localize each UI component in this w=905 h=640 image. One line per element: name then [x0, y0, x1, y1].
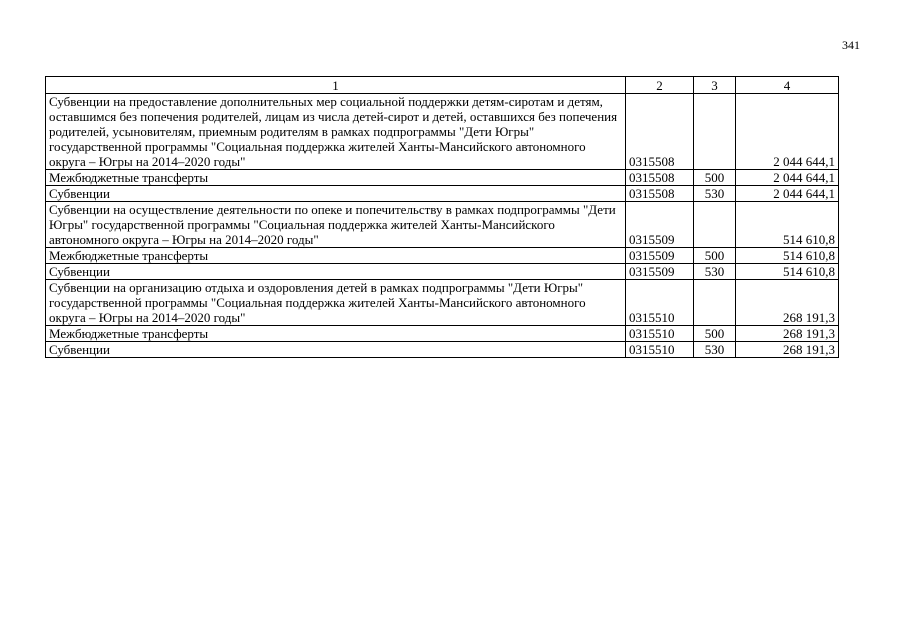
- table-row: [46, 202, 839, 248]
- table-header-row: [46, 77, 839, 94]
- row-description: Субвенции: [46, 264, 626, 280]
- target-article-code: 0315509: [626, 248, 694, 264]
- expense-type-code: [694, 94, 736, 170]
- table-row: [46, 326, 839, 342]
- amount-value: 514 610,8: [736, 202, 839, 248]
- expense-type-code: [694, 280, 736, 326]
- target-article-code: 0315510: [626, 342, 694, 358]
- target-article-code: 0315509: [626, 202, 694, 248]
- row-description: Субвенции: [46, 186, 626, 202]
- row-description: Межбюджетные трансферты: [46, 248, 626, 264]
- column-header: 3: [694, 77, 736, 94]
- table-row: [46, 170, 839, 186]
- table-row: [46, 186, 839, 202]
- expense-type-code: [694, 202, 736, 248]
- target-article-code: 0315508: [626, 170, 694, 186]
- target-article-code: 0315508: [626, 94, 694, 170]
- table-row: [46, 264, 839, 280]
- amount-value: 514 610,8: [736, 264, 839, 280]
- amount-value: 268 191,3: [736, 342, 839, 358]
- amount-value: 2 044 644,1: [736, 94, 839, 170]
- expense-type-code: 500: [694, 248, 736, 264]
- amount-value: 268 191,3: [736, 326, 839, 342]
- amount-value: 514 610,8: [736, 248, 839, 264]
- amount-value: 268 191,3: [736, 280, 839, 326]
- page-number: 341: [842, 38, 860, 52]
- expense-type-code: 530: [694, 342, 736, 358]
- column-header: 4: [736, 77, 839, 94]
- row-description: Субвенции на осуществление деятельности по опеке и попечительству в рамках подпрограммы "Дети Югры" государственной программы "Социальная поддержка жителей Ханты-Мансийского автономного округа – Югры на 2014–2020 годы": [46, 202, 626, 248]
- target-article-code: 0315510: [626, 280, 694, 326]
- expense-type-code: 500: [694, 326, 736, 342]
- row-description: Субвенции на организацию отдыха и оздоровления детей в рамках подпрограммы "Дети Югры" государственной программы "Социальная поддержка жителей Ханты-Мансийского автономного округа – Югры на 2014–2020 годы": [46, 280, 626, 326]
- budget-table: [45, 76, 839, 358]
- amount-value: 2 044 644,1: [736, 170, 839, 186]
- table-row: [46, 94, 839, 170]
- row-description: Субвенции на предоставление дополнительных мер социальной поддержки детям-сиротам и детям, оставшимся без попечения родителей, лицам из числа детей-сирот и детей, оставшихся без попечения родителей, усыновителям, приемным родителям в рамках подпрограммы "Дети Югры" государственной программы "Социальная поддержка жителей Ханты-Мансийского автономного округа – Югры на 2014–2020 годы": [46, 94, 626, 170]
- table-row: [46, 248, 839, 264]
- column-header: 1: [46, 77, 626, 94]
- column-header: 2: [626, 77, 694, 94]
- row-description: Межбюджетные трансферты: [46, 170, 626, 186]
- row-description: Субвенции: [46, 342, 626, 358]
- expense-type-code: 500: [694, 170, 736, 186]
- amount-value: 2 044 644,1: [736, 186, 839, 202]
- target-article-code: 0315510: [626, 326, 694, 342]
- expense-type-code: 530: [694, 264, 736, 280]
- target-article-code: 0315508: [626, 186, 694, 202]
- table-row: [46, 342, 839, 358]
- table-row: [46, 280, 839, 326]
- expense-type-code: 530: [694, 186, 736, 202]
- row-description: Межбюджетные трансферты: [46, 326, 626, 342]
- target-article-code: 0315509: [626, 264, 694, 280]
